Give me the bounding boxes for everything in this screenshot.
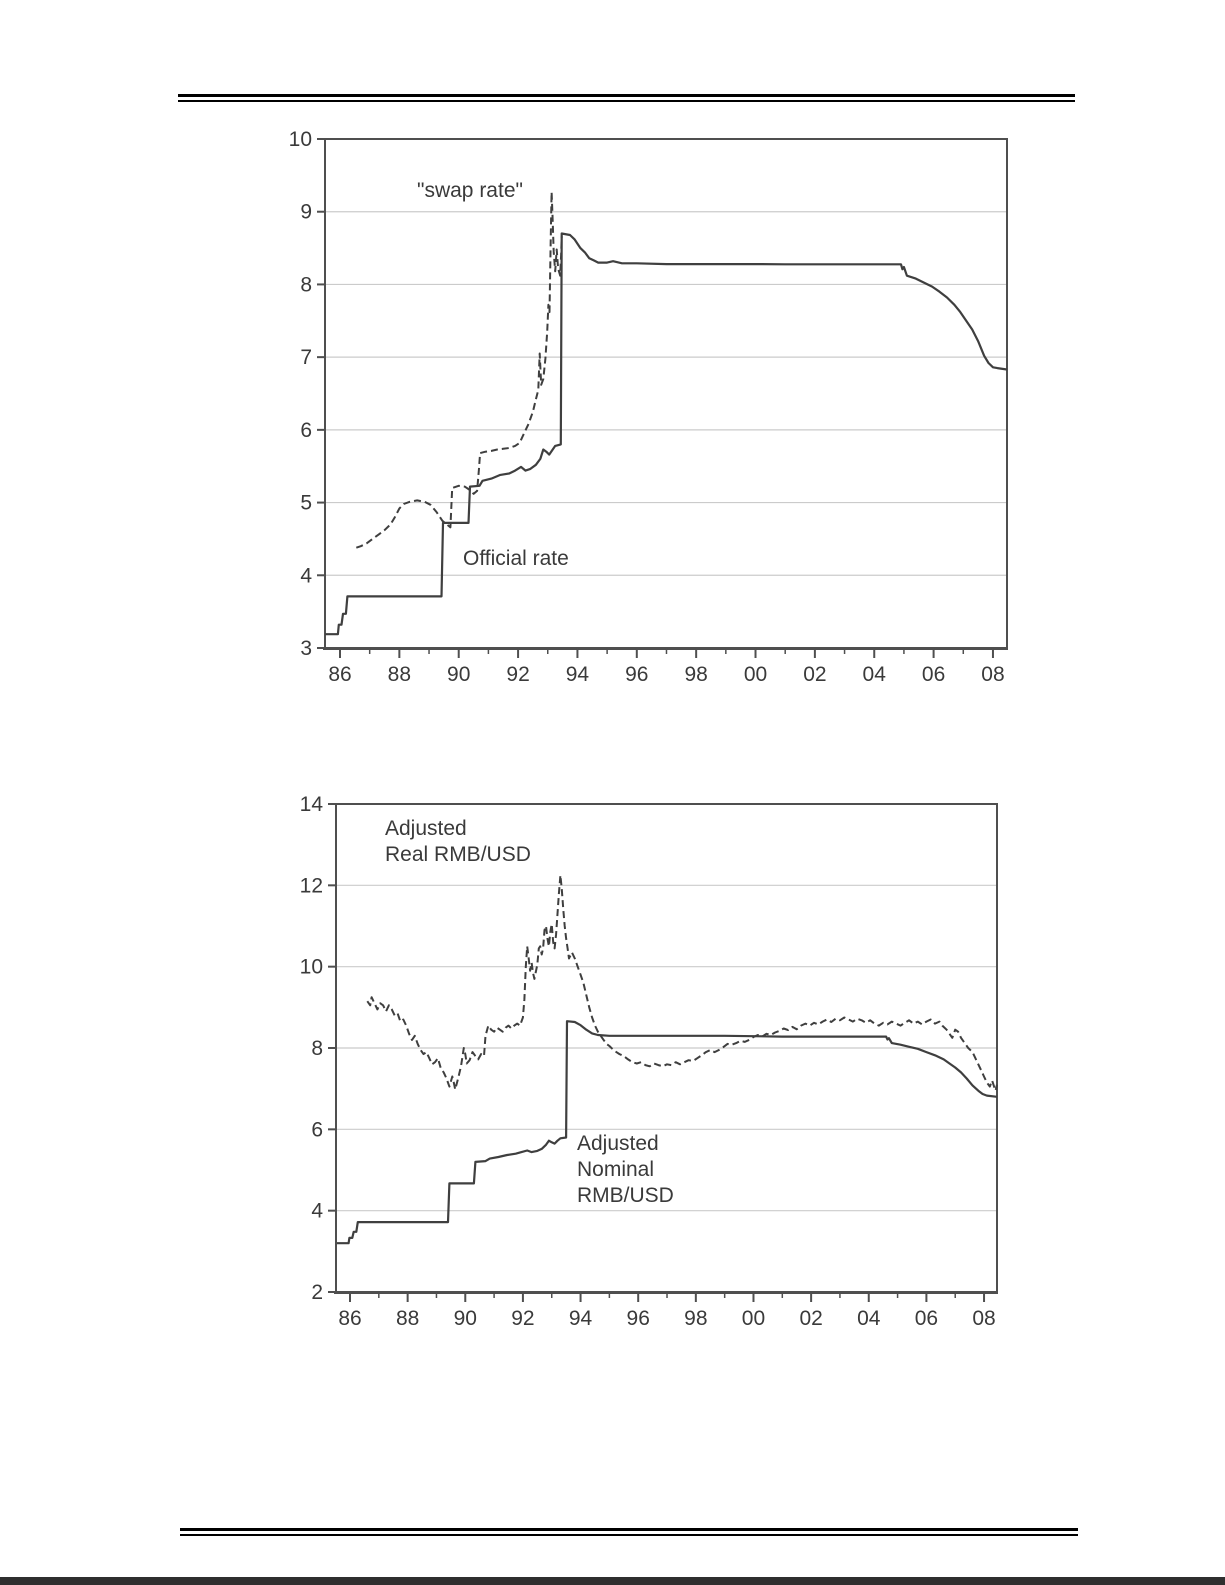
footer-rule-thick <box>180 1528 1078 1531</box>
x-axis-label: 02 <box>803 663 827 686</box>
x-axis-label: 98 <box>684 663 708 686</box>
series-line-swap-rate <box>356 192 561 548</box>
x-axis-label: 94 <box>568 1307 593 1330</box>
x-axis-label: 00 <box>741 1307 766 1330</box>
x-axis-label: 98 <box>684 1307 708 1330</box>
series-line-adjusted-real-rmb-usd <box>367 875 997 1090</box>
x-axis-label: 90 <box>447 663 471 686</box>
y-axis-label: 5 <box>300 491 312 515</box>
y-axis-label: 12 <box>299 874 323 898</box>
x-axis-label: 92 <box>511 1307 535 1330</box>
page-bottom-edge <box>0 1577 1225 1585</box>
series-line-official-rate <box>325 234 1007 635</box>
footer-rule-thin <box>180 1534 1078 1536</box>
chart-annotation: Adjusted Nominal RMB/USD <box>577 1132 674 1207</box>
y-axis-label: 4 <box>300 564 312 588</box>
x-axis-label: 02 <box>799 1307 823 1330</box>
y-axis-label: 9 <box>300 200 312 224</box>
y-axis-label: 6 <box>300 418 312 442</box>
x-axis-label: 90 <box>453 1307 477 1330</box>
chart-annotation: "swap rate" <box>417 179 523 202</box>
x-axis-label: 88 <box>395 1307 420 1330</box>
y-axis-label: 8 <box>311 1037 323 1060</box>
x-axis-label: 86 <box>338 1307 362 1330</box>
x-axis-label: 06 <box>921 663 946 686</box>
y-axis-label: 10 <box>288 128 312 151</box>
x-axis-label: 96 <box>625 663 649 686</box>
x-axis-label: 00 <box>743 663 768 686</box>
y-axis-label: 2 <box>311 1281 323 1304</box>
y-axis-label: 6 <box>311 1118 323 1142</box>
chart-annotation: Official rate <box>463 547 569 570</box>
x-axis-label: 04 <box>857 1307 881 1330</box>
x-axis-label: 04 <box>862 663 886 686</box>
x-axis-label: 92 <box>506 663 530 686</box>
y-axis-label: 4 <box>311 1199 323 1223</box>
y-axis-label: 3 <box>300 637 312 660</box>
x-axis-label: 94 <box>565 663 590 686</box>
y-axis-label: 10 <box>299 955 323 979</box>
y-axis-label: 8 <box>300 273 312 297</box>
chart-annotation: Adjusted Real RMB/USD <box>385 817 531 866</box>
series-line-adjusted-nominal-rmb-usd <box>337 1021 997 1243</box>
x-axis-label: 96 <box>626 1307 650 1330</box>
x-axis-label: 88 <box>387 663 412 686</box>
x-axis-label: 08 <box>972 1307 996 1330</box>
x-axis-label: 08 <box>981 663 1005 686</box>
y-axis-label: 14 <box>299 793 323 816</box>
plot-border <box>325 139 1007 648</box>
x-axis-label: 86 <box>328 663 352 686</box>
y-axis-label: 7 <box>300 346 312 370</box>
x-axis-label: 06 <box>914 1307 939 1330</box>
